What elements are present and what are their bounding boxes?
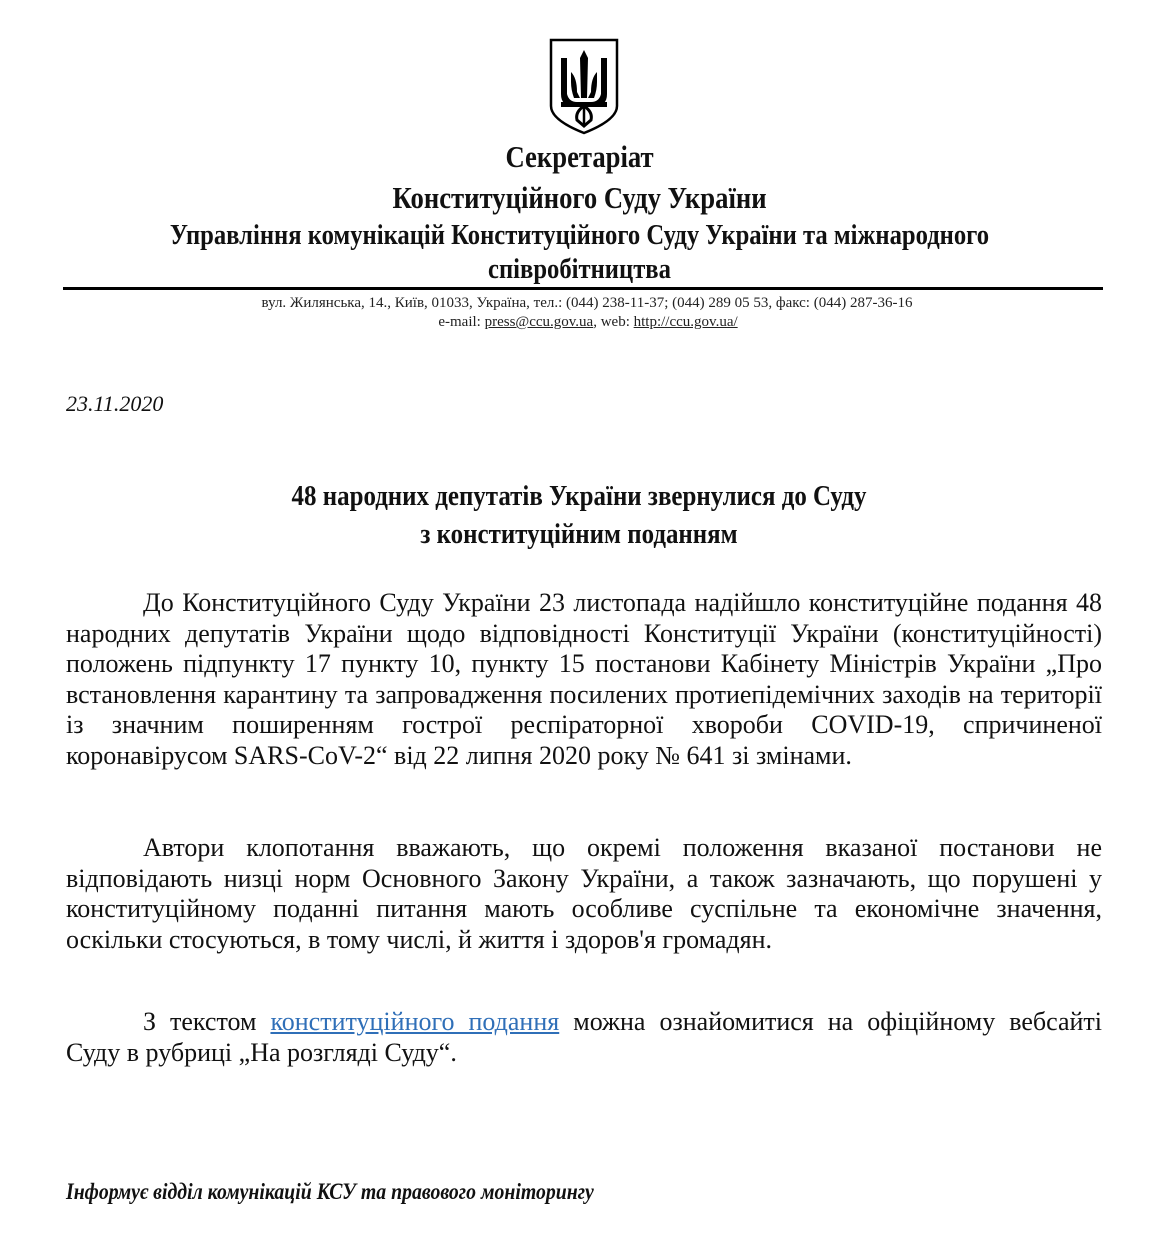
document-date: 23.11.2020 xyxy=(66,391,164,416)
contact-links xyxy=(9,313,1158,332)
paragraph-3-tail: можна ознайомитися на офіційному вебсайті Суду в рубриці „На розгляді Суду“. xyxy=(66,1007,1103,1067)
headline-line2: з конституційним поданням xyxy=(420,518,738,550)
email-label: e-mail: xyxy=(438,314,485,330)
body-paragraph-1 xyxy=(66,588,1102,771)
website-link[interactable]: http://ccu.gov.ua/ xyxy=(633,314,738,330)
org-name-line1: Секретаріат xyxy=(505,139,654,174)
web-label: , web: xyxy=(593,314,634,330)
paragraph-1-text: До Конституційного Суду України 23 листопада надійшло конституційне подання 48 народних депутатів України щодо відповідності Конституції України (конституційності) положень підпункту 17 пункту 10, пункту 15 постанови Кабінету Міністрів України „Про встановлення карантину та запровадження посилених протиепідемічних заходів на території із значним поширенням гострої респіраторної хвороби COVID-19, спричиненої коронавірусом SARS-CoV-2“ від 22 липня 2020 року № 641 зі змінами. xyxy=(66,588,1102,770)
paragraph-3-lead: З текстом xyxy=(143,1007,271,1036)
body-paragraph-2 xyxy=(66,833,1102,955)
department-name-line1: Управління комунікацій Конституційного Суду України та міжнародного xyxy=(169,220,990,251)
footer-attribution: Інформує відділ комунікацій КСУ та правового моніторингу xyxy=(66,1179,594,1204)
header-divider xyxy=(63,287,1103,290)
email-link[interactable]: press@ccu.gov.ua xyxy=(484,314,594,330)
department-name-line2: співробітництва xyxy=(488,254,671,285)
paragraph-3-text xyxy=(66,1007,1102,1068)
headline-line1: 48 народних депутатів України звернулися до Суду xyxy=(291,480,867,512)
constitutional-submission-link[interactable]: конституційного подання xyxy=(270,1007,560,1036)
trident-coat-of-arms-icon xyxy=(547,36,621,136)
paragraph-2-text: Автори клопотання вважають, що окремі положення вказаної постанови не відповідають низці норм Основного Закону України, а також зазначають, що порушені у конституційному поданні питання мають особливе суспільне та економічне значення, оскільки стосуються, в тому числі, й життя і здоров'я громадян. xyxy=(66,833,1102,954)
body-paragraph-3 xyxy=(66,1007,1102,1068)
org-name-line2: Конституційного Суду України xyxy=(392,180,767,215)
contact-address: вул. Жилянська, 14., Київ, 01033, Україна, тел.: (044) 238-11-37; (044) 289 05 53, факс: (044) 287-36-16 xyxy=(261,295,913,311)
